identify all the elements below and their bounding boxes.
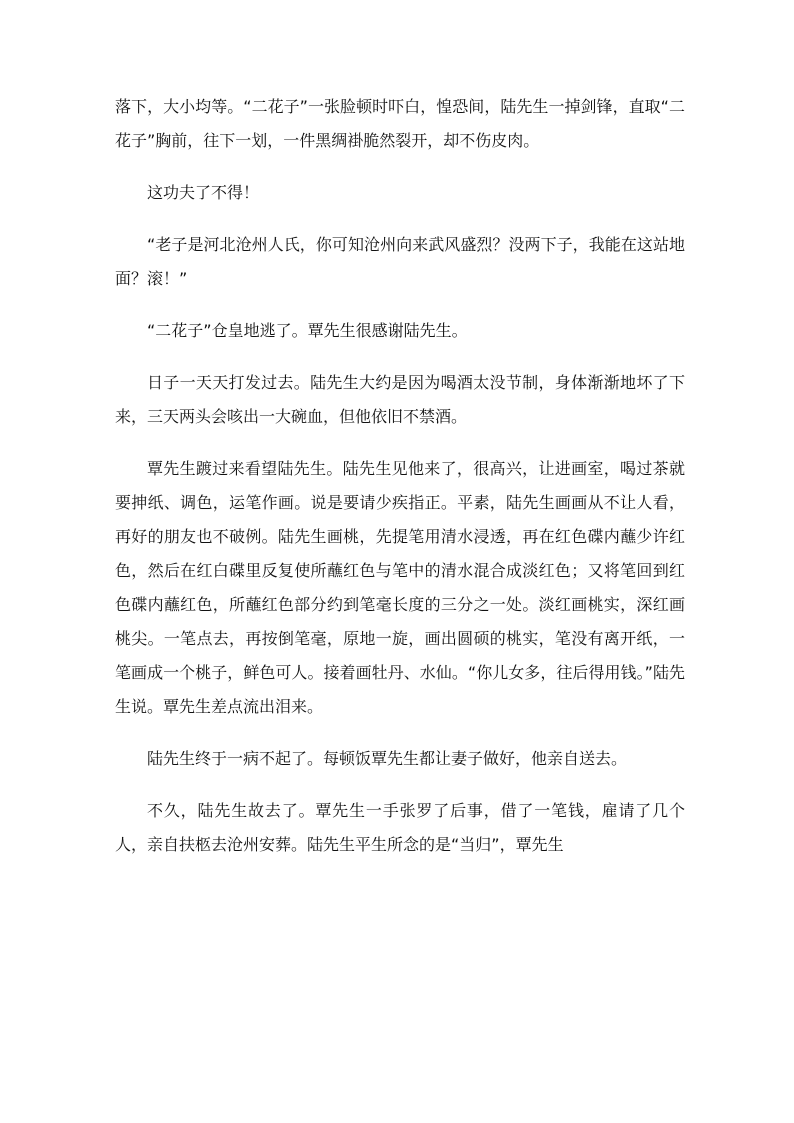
paragraph-3: “老子是河北沧州人氏，你可知沧州向来武风盛烈？没两下子，我能在这站地面？滚！”	[115, 235, 685, 288]
paragraph-2: 这功夫了不得！	[147, 183, 260, 202]
paragraph-7: 陆先生终于一病不起了。每顿饭覃先生都让妻子做好，他亲自送去。	[147, 749, 628, 768]
paragraph-1: 落下，大小均等。“二花子”一张脸顿时吓白，惶恐间，陆先生一掉剑锋，直取“二花子”胸前，往下一划，一件黑绸褂脆然裂开，却不伤皮肉。	[115, 97, 685, 150]
document-body	[115, 90, 685, 880]
paragraph-8: 不久，陆先生故去了。覃先生一手张罗了后事，借了一笔钱，雇请了几个人，亲自扶柩去沧州安葬。陆先生平生所念的是“当归”，覃先生	[115, 801, 685, 854]
paragraph-6: 覃先生踱过来看望陆先生。陆先生见他来了，很高兴，让进画室，喝过茶就要抻纸、调色，运笔作画。说是要请少疾指正。平素，陆先生画画从不让人看，再好的朋友也不破例。陆先生画桃，先提笔用清水浸透，再在红色碟内蘸少许红色，然后在红白碟里反复使所蘸红色与笔中的清水混合成淡红色；又将笔回到红色碟内蘸红色，所蘸红色部分约到笔毫长度的三分之一处。淡红画桃实，深红画桃尖。一笔点去，再按倒笔毫，原地一旋，画出圆硕的桃实，笔没有离开纸，一笔画成一个桃子，鲜色可人。接着画牡丹、水仙。“你儿女多，往后得用钱。”陆先生说。覃先生差点流出泪来。	[115, 459, 685, 716]
paragraph-5: 日子一天天打发过去。陆先生大约是因为喝酒太没节制，身体渐渐地坏了下来，三天两头会咳出一大碗血，但他依旧不禁酒。	[115, 373, 685, 426]
paragraph-4: “二花子”仓皇地逃了。覃先生很感谢陆先生。	[147, 321, 468, 340]
